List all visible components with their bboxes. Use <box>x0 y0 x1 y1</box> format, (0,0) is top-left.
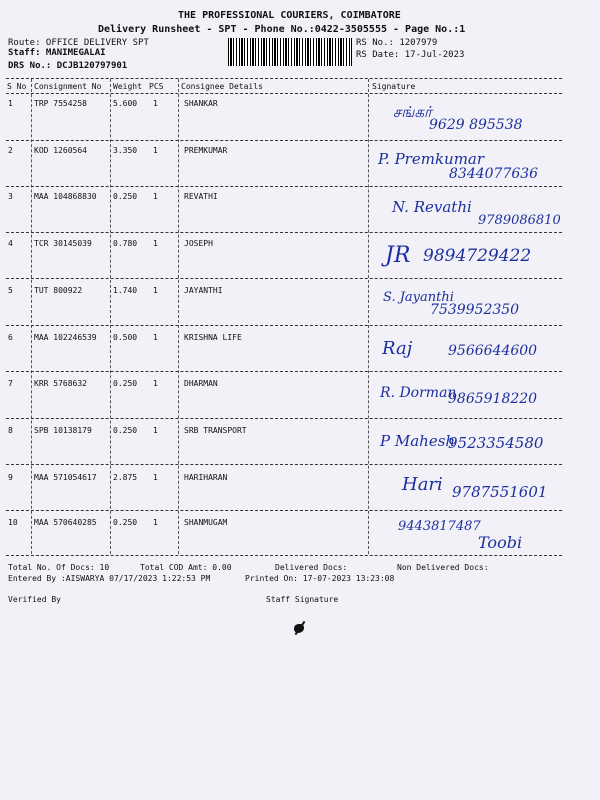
route: Route: OFFICE DELIVERY SPT <box>8 38 149 48</box>
row-consignee: PREMKUMAR <box>184 146 228 155</box>
table-row <box>0 192 600 206</box>
phone-handwriting: 9894729422 <box>423 246 532 266</box>
runsheet-title: Delivery Runsheet - SPT - Phone No.:0422-3505555 - Page No.:1 <box>98 24 466 35</box>
row-divider <box>6 325 562 326</box>
staff-name: Staff: MANIMEGALAI <box>8 48 106 58</box>
row-divider <box>6 418 562 419</box>
phone-handwriting: 8344077636 <box>449 166 539 182</box>
company-name: THE PROFESSIONAL COURIERS, COIMBATORE <box>178 10 401 21</box>
divider <box>6 78 562 79</box>
row-divider <box>6 232 562 233</box>
signature-handwriting: Toobi <box>478 533 523 552</box>
row-consignee: JAYANTHI <box>184 286 223 295</box>
col-pcs: PCS <box>149 82 164 91</box>
table-row <box>0 99 600 113</box>
row-weight: 0.250 <box>113 192 138 201</box>
row-pcs: 1 <box>153 426 158 435</box>
row-pcs: 1 <box>153 146 158 155</box>
row-consignment-no: MAA 102246539 <box>34 333 97 342</box>
row-pcs: 1 <box>153 379 158 388</box>
row-consignee: SRB TRANSPORT <box>184 426 247 435</box>
row-weight: 0.250 <box>113 518 138 527</box>
row-weight: 0.780 <box>113 239 138 248</box>
row-weight: 0.500 <box>113 333 138 342</box>
divider <box>6 93 562 94</box>
row-consignment-no: TCR 30145039 <box>34 239 92 248</box>
row-consignment-no: KRR 5768632 <box>34 379 87 388</box>
row-consignee: JOSEPH <box>184 239 213 248</box>
row-divider <box>6 464 562 465</box>
col-weight: Weight <box>113 82 142 91</box>
phone-handwriting: 9523354580 <box>448 434 544 452</box>
staff-signature: Staff Signature <box>266 595 339 604</box>
phone-handwriting: 9865918220 <box>448 391 538 407</box>
col-consignment: Consignment No <box>34 82 102 91</box>
table-row <box>0 286 600 300</box>
signature-handwriting: P. Premkumar <box>378 150 485 168</box>
row-consignment-no: TRP 7554258 <box>34 99 87 108</box>
row-pcs: 1 <box>153 192 158 201</box>
phone-handwriting: 7539952350 <box>430 302 520 318</box>
phone-handwriting: 9787551601 <box>452 483 548 501</box>
row-consignment-no: MAA 571054617 <box>34 473 97 482</box>
non-delivered-docs: Non Delivered Docs: <box>397 563 489 572</box>
total-cod: Total COD Amt: 0.00 <box>140 563 232 572</box>
printed-on: Printed On: 17-07-2023 13:23:08 <box>245 574 395 583</box>
row-weight: 2.875 <box>113 473 138 482</box>
row-consignee: SHANMUGAM <box>184 518 228 527</box>
col-sno: S No <box>7 82 27 91</box>
row-pcs: 1 <box>153 99 158 108</box>
row-sno: 9 <box>8 473 13 482</box>
row-sno: 10 <box>8 518 18 527</box>
row-consignee: REVATHI <box>184 192 218 201</box>
row-consignment-no: TUT 800922 <box>34 286 83 295</box>
row-pcs: 1 <box>153 333 158 342</box>
table-row <box>0 518 600 532</box>
row-divider <box>6 186 562 187</box>
total-docs: Total No. Of Docs: 10 <box>8 563 110 572</box>
rs-number: RS No.: 1207979 <box>356 38 438 48</box>
row-sno: 2 <box>8 146 13 155</box>
phone-handwriting: 9789086810 <box>478 213 561 228</box>
row-sno: 8 <box>8 426 13 435</box>
row-consignment-no: KOD 1260564 <box>34 146 87 155</box>
row-divider <box>6 140 562 141</box>
phone-handwriting: 9443817487 <box>398 519 481 534</box>
rs-date: RS Date: 17-Jul-2023 <box>356 50 465 60</box>
row-sno: 7 <box>8 379 13 388</box>
row-pcs: 1 <box>153 518 158 527</box>
row-weight: 5.600 <box>113 99 138 108</box>
row-consignee: KRISHNA LIFE <box>184 333 242 342</box>
row-consignment-no: MAA 570640285 <box>34 518 97 527</box>
phone-handwriting: 9629 895538 <box>429 117 523 133</box>
row-weight: 0.250 <box>113 379 138 388</box>
signature-handwriting: Hari <box>402 474 443 495</box>
row-sno: 4 <box>8 239 13 248</box>
signature-handwriting: P Mahesh <box>380 432 456 450</box>
row-consignment-no: SPB 10138179 <box>34 426 92 435</box>
row-consignee: HARIHARAN <box>184 473 228 482</box>
entered-by: Entered By :AISWARYA 07/17/2023 1:22:53 PM <box>8 574 211 583</box>
row-weight: 0.250 <box>113 426 138 435</box>
row-pcs: 1 <box>153 286 158 295</box>
row-divider <box>6 371 562 372</box>
delivered-docs: Delivered Docs: <box>275 563 348 572</box>
phone-handwriting: 9566644600 <box>448 343 538 359</box>
signature-handwriting: N. Revathi <box>392 198 472 216</box>
table-row <box>0 146 600 160</box>
row-weight: 3.350 <box>113 146 138 155</box>
row-sno: 6 <box>8 333 13 342</box>
row-divider <box>6 555 562 556</box>
signature-handwriting: R. Dorman <box>380 385 457 401</box>
signature-handwriting: சங்கர் <box>393 103 432 121</box>
row-divider <box>6 510 562 511</box>
row-pcs: 1 <box>153 239 158 248</box>
row-consignee: DHARMAN <box>184 379 218 388</box>
row-sno: 3 <box>8 192 13 201</box>
col-consignee: Consignee Details <box>181 82 263 91</box>
row-pcs: 1 <box>153 473 158 482</box>
row-sno: 1 <box>8 99 13 108</box>
drs-number: DRS No.: DCJB120797901 <box>8 61 128 71</box>
row-divider <box>6 278 562 279</box>
signature-handwriting: JR <box>385 243 411 268</box>
row-sno: 5 <box>8 286 13 295</box>
row-consignment-no: MAA 104868830 <box>34 192 97 201</box>
barcode-image <box>228 38 352 66</box>
signature-handwriting: S. Jayanthi <box>383 290 454 305</box>
verified-by: Verified By <box>8 595 61 604</box>
signature-handwriting: Raj <box>382 338 413 359</box>
col-signature: Signature <box>372 82 416 91</box>
row-consignee: SHANKAR <box>184 99 218 108</box>
row-weight: 1.740 <box>113 286 138 295</box>
